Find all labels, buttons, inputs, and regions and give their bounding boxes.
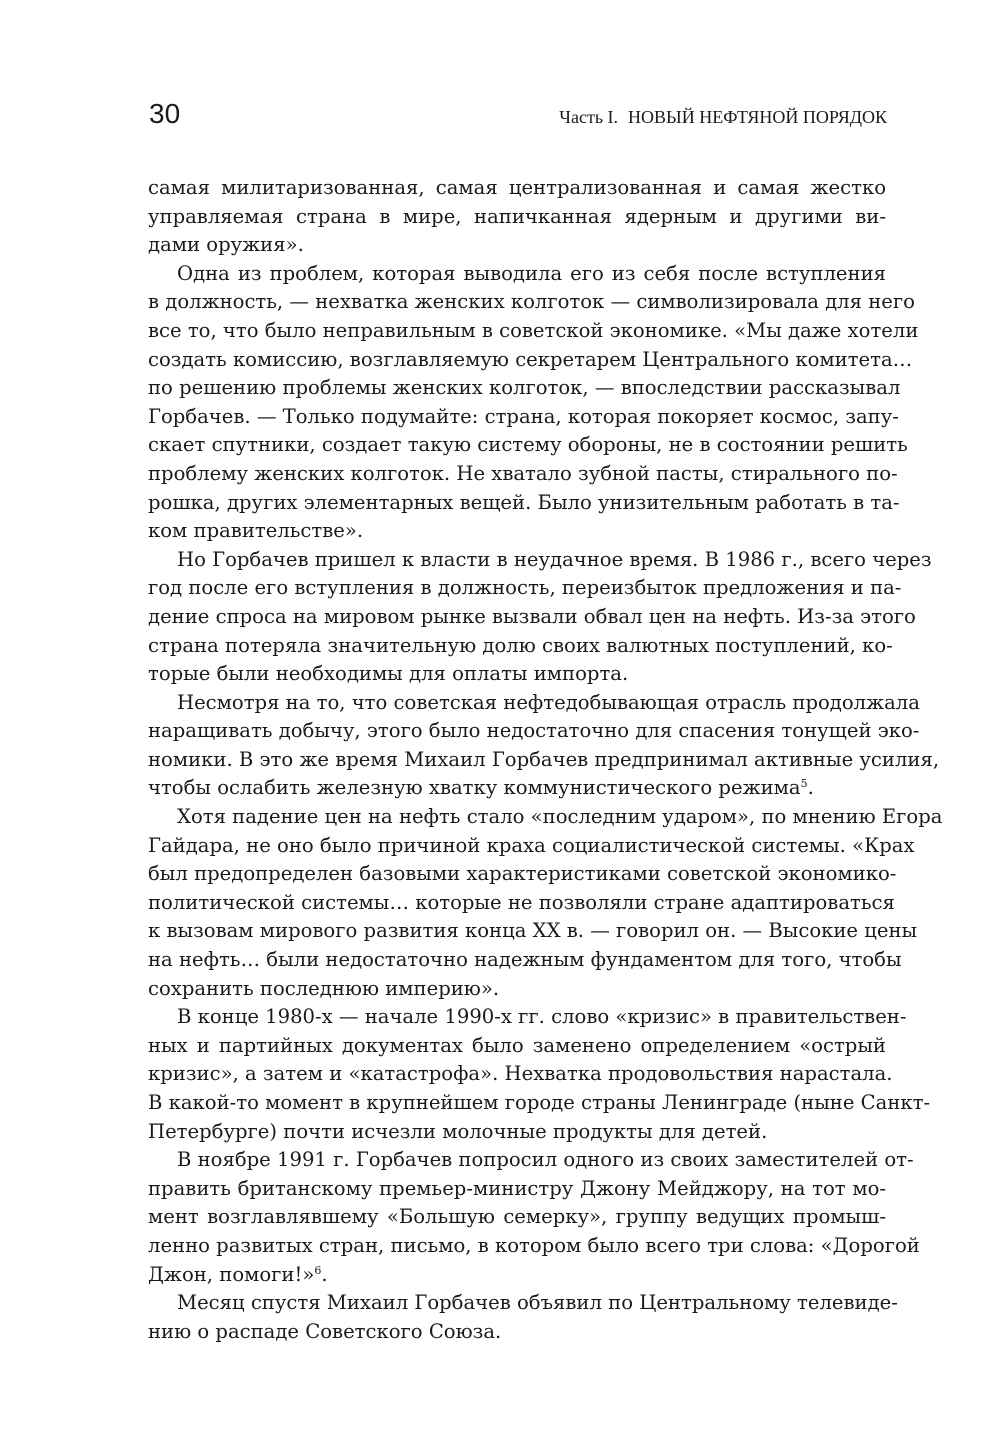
line-text: сохранить последнюю империю».: [148, 976, 500, 1000]
text-line: [148, 288, 915, 317]
line-text: скает спутники, создает такую систему обороны, не в состоянии решить: [148, 433, 908, 457]
running-head-part: Часть I.: [559, 107, 619, 127]
text-line: [148, 1203, 886, 1232]
line-text: править британскому премьер-министру Джону Мейджору, на тот мо-: [148, 1176, 886, 1200]
running-head-title: НОВЫЙ НЕФТЯНОЙ ПОРЯДОК: [628, 107, 887, 127]
body-text: [148, 174, 943, 1346]
line-text: Но Горбачев пришел к власти в неудачное время. В 1986 г., всего через: [177, 547, 932, 571]
line-text: наращивать добычу, этого было недостаточно для спасения тонущей эко-: [148, 719, 920, 743]
text-line: [148, 1175, 886, 1204]
footnote-ref: 5: [800, 777, 808, 791]
line-text: в должность, — нехватка женских колготок — символизировала для него: [148, 290, 915, 314]
text-line: [148, 889, 895, 918]
line-text: создать комиссию, возглавляемую секретарем Центрального комитета…: [148, 347, 913, 371]
text-line: [148, 317, 919, 346]
text-line: [148, 260, 886, 289]
text-line: [148, 746, 940, 775]
text-line: [148, 689, 920, 718]
text-line: [148, 946, 902, 975]
text-line: [148, 660, 886, 689]
line-text: Горбачев. — Только подумайте: страна, которая покоряет космос, запу-: [148, 404, 899, 428]
line-text: год после его вступления в должность, переизбыток предложения и па-: [148, 576, 902, 600]
text-line: [148, 517, 886, 546]
text-line: [148, 431, 908, 460]
text-line: [148, 231, 886, 260]
line-text: Джон, помоги!»: [148, 1262, 315, 1286]
text-line: [148, 1003, 907, 1032]
line-text: политической системы… которые не позволяли стране адаптироваться: [148, 890, 895, 914]
line-text: Несмотря на то, что советская нефтедобывающая отрасль продолжала: [177, 690, 920, 714]
text-line: [148, 860, 897, 889]
text-line: [148, 403, 899, 432]
text-line: [148, 1032, 886, 1061]
line-text: Месяц спустя Михаил Горбачев объявил по Центральному телевиде-: [177, 1291, 898, 1315]
text-line: [148, 1232, 920, 1261]
line-text: к вызовам мирового развития конца XX в. — говорил он. — Высокие цены: [148, 919, 918, 943]
line-text: ленно развитых стран, письмо, в котором было всего три слова: «Дорогой: [148, 1233, 920, 1257]
line-text: самая милитаризованная, самая централизованная и самая жестко: [148, 176, 886, 199]
text-line: [148, 1060, 893, 1089]
text-line: [148, 174, 886, 203]
running-head: [559, 106, 887, 128]
line-text: проблему женских колготок. Не хватало зубной пасты, стирального по-: [148, 461, 898, 485]
line-text: Петербурге) почти исчезли молочные продукты для детей.: [148, 1119, 768, 1143]
text-line: [148, 975, 886, 1004]
text-line: [148, 1146, 914, 1175]
text-line: [148, 346, 913, 375]
line-text: номики. В это же время Михаил Горбачев предпринимал активные усилия,: [148, 747, 940, 771]
line-text: нию о распаде Советского Союза.: [148, 1319, 502, 1343]
text-line: [148, 546, 932, 575]
text-line: [148, 1118, 886, 1147]
line-text: управляемая страна в мире, напичканная ядерным и другими ви-: [148, 204, 886, 228]
text-line: [148, 1289, 898, 1318]
text-line: [148, 1318, 886, 1347]
line-text: рошка, других элементарных вещей. Было унизительным работать в та-: [148, 490, 900, 514]
line-text: В конце 1980-х — начале 1990-х гг. слово «кризис» в правительствен-: [177, 1005, 907, 1029]
line-text: ных и партийных документах было заменено определением «острый: [148, 1033, 886, 1057]
line-text: Гайдара, не оно было причиной краха социалистической системы. «Крах: [148, 833, 915, 857]
line-text: торые были необходимы для оплаты импорта.: [148, 662, 629, 686]
line-tail: .: [807, 776, 814, 800]
line-text: Одна из проблем, которая выводила его из себя после вступления: [177, 261, 886, 285]
text-line: [148, 832, 915, 861]
text-line: [148, 460, 898, 489]
line-text: страна потеряла значительную долю своих валютных поступлений, ко-: [148, 633, 893, 657]
line-text: ком правительстве».: [148, 519, 364, 543]
text-line: [148, 632, 893, 661]
line-text: на нефть… были недостаточно надежным фундаментом для того, чтобы: [148, 948, 902, 972]
line-text: Хотя падение цен на нефть стало «последним ударом», по мнению Егора: [177, 805, 943, 829]
text-line: [148, 1261, 886, 1290]
line-tail: .: [321, 1262, 328, 1286]
line-text: был предопределен базовыми характеристиками советской экономико-: [148, 862, 897, 886]
footnote-ref: 6: [314, 1263, 322, 1277]
page-number: 30: [149, 98, 181, 129]
line-text: дами оружия».: [148, 233, 304, 257]
text-line: [148, 603, 916, 632]
text-line: [148, 489, 900, 518]
text-line: [148, 803, 943, 832]
text-line: [148, 574, 902, 603]
text-line: [148, 917, 918, 946]
line-text: В ноябре 1991 г. Горбачев попросил одного из своих заместителей от-: [177, 1148, 914, 1172]
text-line: [148, 374, 901, 403]
text-line: [148, 203, 886, 232]
line-text: кризис», а затем и «катастрофа». Нехватка продовольствия нарастала.: [148, 1062, 893, 1086]
line-text: по решению проблемы женских колготок, — впоследствии рассказывал: [148, 376, 901, 400]
line-text: дение спроса на мировом рынке вызвали обвал цен на нефть. Из-за этого: [148, 604, 916, 628]
text-line: [148, 717, 920, 746]
line-text: все то, что было неправильным в советской экономике. «Мы даже хотели: [148, 318, 919, 342]
text-line: [148, 1089, 931, 1118]
line-text: мент возглавлявшему «Большую семерку», группу ведущих промыш-: [148, 1205, 886, 1229]
line-text: В какой-то момент в крупнейшем городе страны Ленинграде (ныне Санкт-: [148, 1091, 931, 1114]
line-text: чтобы ослабить железную хватку коммунистического режима: [148, 776, 801, 800]
text-line: [148, 774, 886, 803]
